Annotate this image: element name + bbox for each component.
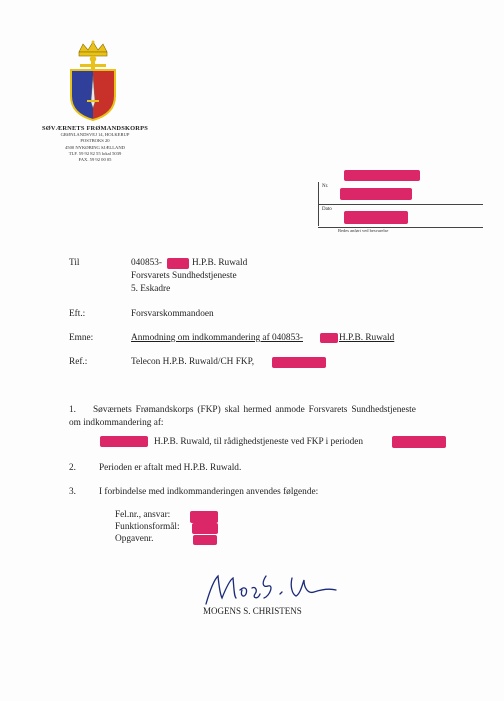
- til-line: Forsvarets Sundhedstjeneste: [131, 271, 237, 281]
- code-label-fel-nr: Fel.nr., ansvar:: [115, 510, 171, 520]
- code-label-opgavenr: Opgavenr.: [115, 534, 154, 544]
- handwritten-signature: [200, 568, 340, 610]
- org-name: SØVÆRNETS FRØMANDSKORPS: [42, 125, 148, 132]
- til-label: Til: [69, 258, 80, 268]
- code-label-funktionsformal: Funktionsformål:: [115, 522, 180, 532]
- emne-label: Emne:: [69, 333, 94, 343]
- til-name: H.P.B. Ruwald: [192, 258, 248, 268]
- address-line: FAX. 59 92 00 05: [78, 157, 112, 163]
- paragraph-3-number: 3.: [69, 487, 76, 497]
- reference-note: Bedes anført ved besvarelse: [338, 228, 389, 233]
- letterhead: [30, 125, 160, 163]
- redaction-mark: [392, 436, 446, 448]
- address-line: GRØNLANDSVEJ 14, HOLKERUP: [60, 132, 130, 137]
- eft-label: Eft.:: [69, 309, 86, 319]
- eft-value: Forsvarskommandoen: [131, 309, 214, 319]
- emne-value-name: H.P.B. Ruwald: [339, 333, 395, 343]
- redaction-mark: [192, 523, 218, 534]
- emne-value: Anmodning om indkommandering af 040853-: [131, 333, 303, 343]
- paragraph-1-number: 1.: [69, 405, 76, 415]
- crown-icon: [79, 41, 107, 57]
- anchor-icon: [80, 56, 106, 70]
- address-line: 4500 NYKØBING SJÆLLAND: [65, 144, 125, 150]
- redaction-mark: [100, 436, 148, 447]
- til-cpr: 040853-: [131, 258, 162, 268]
- paragraph-1-text: Søværnets Frømandskorps (FKP) skal hermed anmode Forsvarets Sundhedstjeneste: [93, 405, 416, 415]
- ref-value: Telecon H.P.B. Ruwald/CH FKP,: [131, 357, 255, 367]
- redaction-mark: [320, 333, 338, 343]
- paragraph-1-detail: H.P.B. Ruwald, til rådighedstjeneste ved FKP i perioden: [154, 437, 364, 447]
- address-line: POSTBOKS 20: [80, 138, 110, 144]
- redaction-mark: [167, 258, 189, 269]
- redaction-mark: [190, 511, 218, 523]
- ref-label: Ref.:: [69, 357, 88, 367]
- paragraph-1-text: om indkommandering af:: [69, 418, 164, 428]
- dato-label: Dato: [322, 207, 332, 212]
- paragraph-2-text: Perioden er aftalt med H.P.B. Ruwald.: [99, 463, 242, 473]
- til-line: 5. Eskadre: [131, 284, 171, 294]
- redaction-mark: [344, 211, 408, 224]
- paragraph-3-text: I forbindelse med indkommanderingen anvendes følgende:: [99, 487, 319, 497]
- redaction-mark: [272, 357, 326, 368]
- redaction-mark: [193, 535, 217, 545]
- navy-crest-logo: [66, 40, 120, 122]
- signatory-name: MOGENS S. CHRISTENS: [203, 606, 302, 616]
- redaction-mark: [344, 170, 420, 181]
- redaction-mark: [340, 188, 412, 200]
- paragraph-2-number: 2.: [69, 463, 76, 473]
- address-line: TLF. 59 92 82 55 lokal 5039: [68, 150, 122, 156]
- nr-label: Nr.: [322, 184, 329, 189]
